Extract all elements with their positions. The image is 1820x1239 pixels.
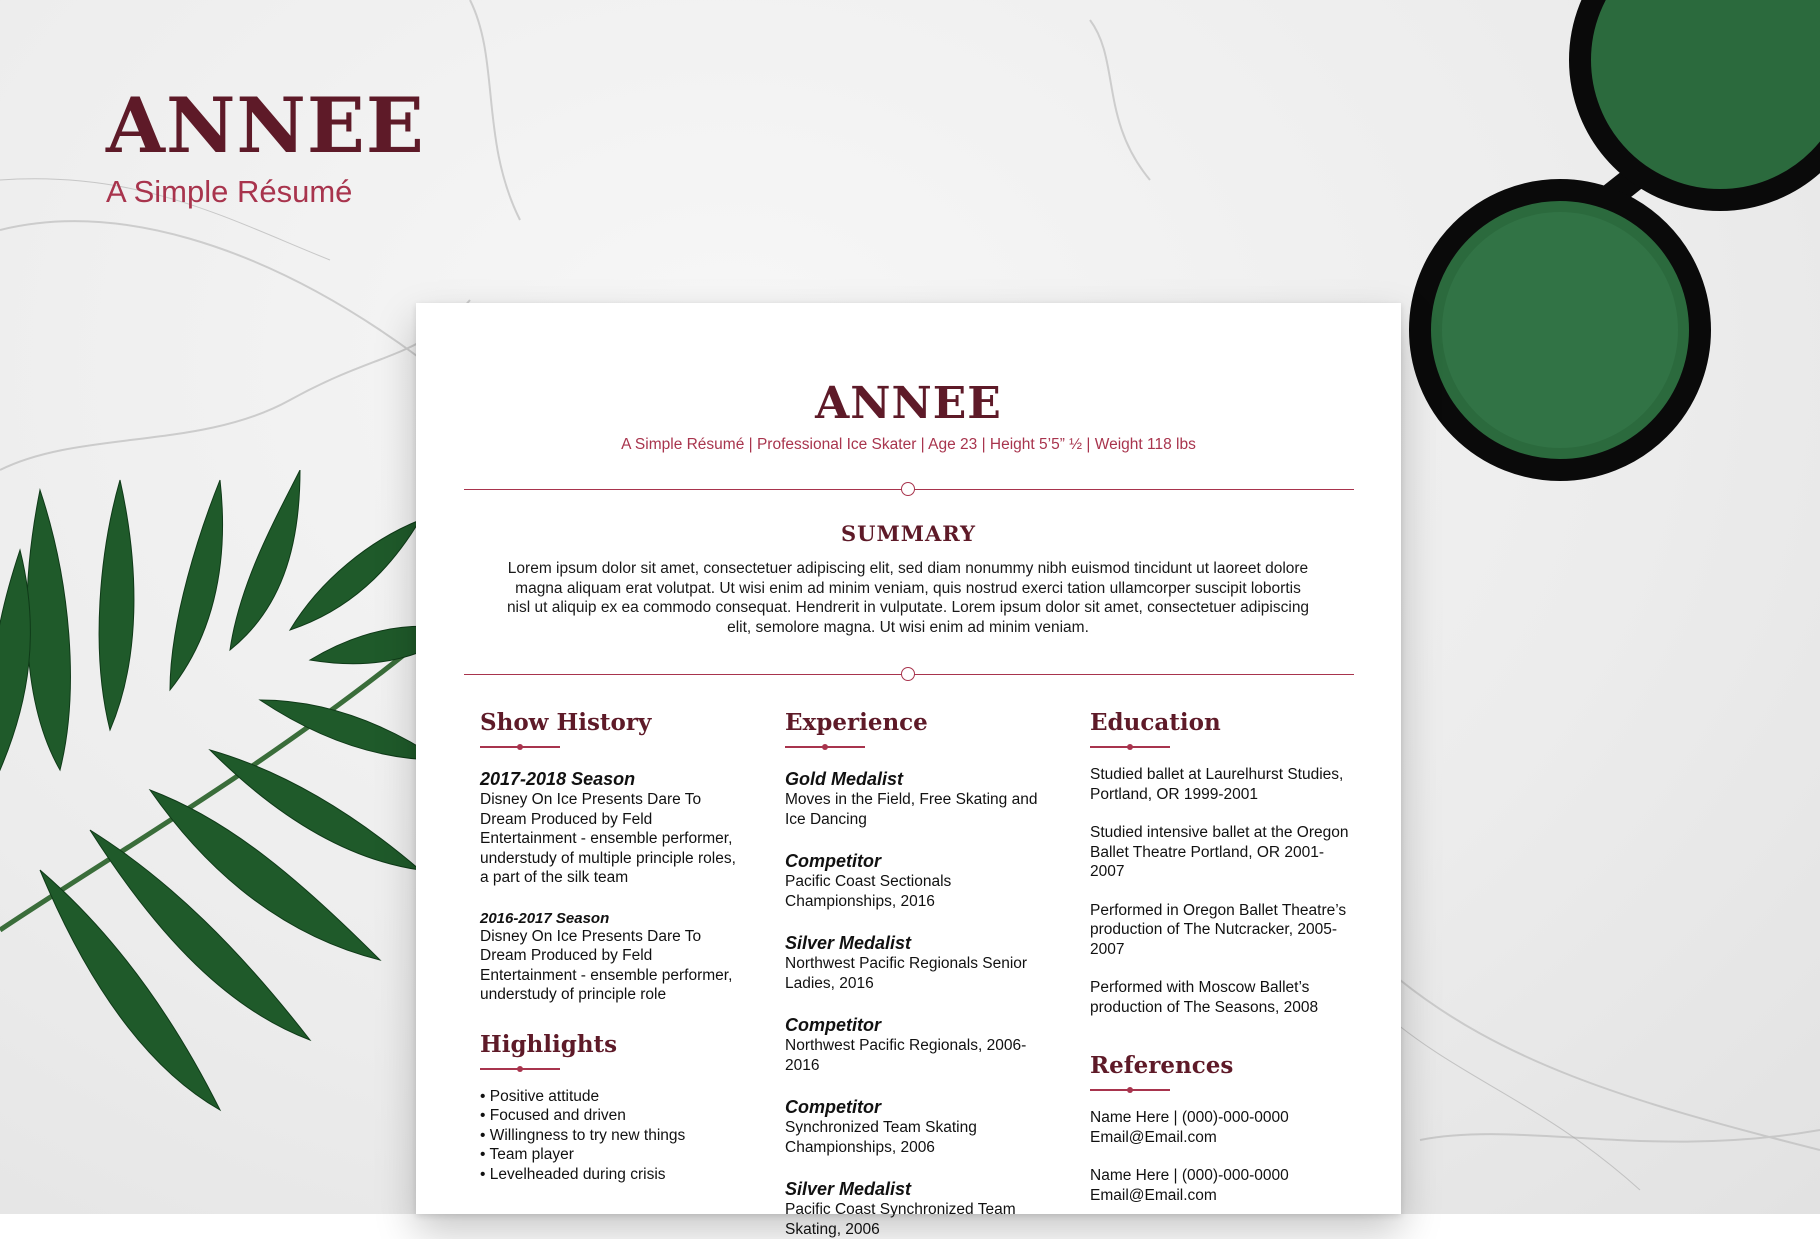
experience-title: Silver Medalist: [785, 933, 912, 953]
references-heading: References: [1090, 1052, 1234, 1079]
brand-header: [106, 81, 425, 210]
highlights-list: [480, 1087, 740, 1185]
reference-contact: Name Here | (000)-000-0000: [1090, 1167, 1289, 1184]
highlight-item: • Levelheaded during crisis: [480, 1165, 666, 1183]
column-left: [480, 709, 740, 1184]
experience-title: Silver Medalist: [785, 1179, 912, 1199]
education-item: Performed with Moscow Ballet’s production of The Seasons, 2008: [1090, 979, 1319, 1016]
experience-title: Competitor: [785, 1015, 881, 1035]
experience-title: Competitor: [785, 851, 881, 871]
palm-leaf-image: [0, 470, 470, 1214]
column-middle: [785, 709, 1045, 1239]
show-history-title: 2017-2018 Season: [480, 769, 636, 789]
reference-contact: Name Here | (000)-000-0000: [1090, 1109, 1289, 1126]
highlights-heading: Highlights: [480, 1030, 618, 1058]
ornament-icon: [785, 742, 865, 752]
experience-desc: Pacific Coast Sectionals Championships, 2016: [785, 873, 952, 910]
brand-title: ANNEE: [106, 81, 425, 170]
experience-desc: Synchronized Team Skating Championships, 2006: [785, 1119, 977, 1156]
column-right: [1090, 709, 1350, 1224]
highlight-item: • Focused and driven: [480, 1107, 626, 1124]
education-heading: Education: [1090, 709, 1221, 736]
experience-desc: Northwest Pacific Regionals, 2006-2016: [785, 1037, 1027, 1074]
reference-email: Email@Email.com: [1090, 1128, 1217, 1146]
education-item: Performed in Oregon Ballet Theatre’s production of The Nutcracker, 2005-2007: [1090, 901, 1347, 958]
highlight-item: • Positive attitude: [480, 1087, 600, 1105]
experience-desc: Northwest Pacific Regionals Senior Ladies, 2016: [785, 955, 1028, 992]
divider-dot-icon: [901, 482, 915, 496]
resume-page: [416, 303, 1401, 1238]
show-history-desc: Disney On Ice Presents Dare To Dream Produced by Feld Entertainment - ensemble performer, understudy of principle role: [480, 927, 733, 1003]
education-item: Studied ballet at Laurelhurst Studies, Portland, OR 1999-2001: [1090, 766, 1344, 803]
experience-title: Gold Medalist: [785, 769, 904, 789]
ornament-icon: [1090, 1085, 1170, 1095]
reference-email: Email@Email.com: [1090, 1186, 1217, 1204]
brand-subtitle: A Simple Résumé: [106, 174, 353, 209]
summary-text: Lorem ipsum dolor sit amet, consectetuer adipiscing elit, sed diam nonummy nibh euismod tincidunt ut laoreet dolore magna aliquam erat volutpat. Ut wisi enim ad minim veniam, quis nostrud exerci tation ullamcorper suscipit lobortis nisl ut aliquip ex ea commodo consequat. Hendrerit in vulputate. Lorem ipsum dolor sit amet, consectetuer adipiscing elit, semolore magna. Ut wisi enim ad minim veniam.: [506, 560, 1310, 636]
show-history-heading: Show History: [480, 709, 652, 736]
ornament-icon: [1090, 742, 1170, 752]
education-item: Studied intensive ballet at the Oregon Ballet Theatre Portland, OR 2001-2007: [1090, 824, 1349, 880]
reference-item: [1090, 1108, 1350, 1147]
highlight-item: • Team player: [480, 1146, 574, 1163]
experience-heading: Experience: [785, 709, 928, 736]
ornament-icon: [480, 1064, 560, 1074]
experience-desc: Moves in the Field, Free Skating and Ice Dancing: [785, 791, 1038, 828]
summary-heading: SUMMARY: [840, 521, 977, 546]
resume-subline: A Simple Résumé | Professional Ice Skater | Age 23 | Height 5’5” ½ | Weight 118 lbs: [621, 436, 1196, 453]
experience-desc: Pacific Coast Synchronized Team Skating, 2006: [785, 1201, 1016, 1238]
show-history-desc: Disney On Ice Presents Dare To Dream Produced by Feld Entertainment - ensemble performer, understudy of multiple principle roles, a part of the silk team: [480, 791, 736, 886]
divider-dot-icon: [901, 667, 915, 681]
experience-title: Competitor: [785, 1097, 881, 1117]
ornament-icon: [480, 742, 560, 752]
highlight-item: • Willingness to try new things: [480, 1126, 686, 1144]
reference-item: [1090, 1166, 1350, 1205]
resume-name: ANNEE: [815, 378, 1002, 429]
show-history-title: 2016-2017 Season: [480, 909, 610, 927]
sunglasses-image: [1390, 0, 1820, 500]
